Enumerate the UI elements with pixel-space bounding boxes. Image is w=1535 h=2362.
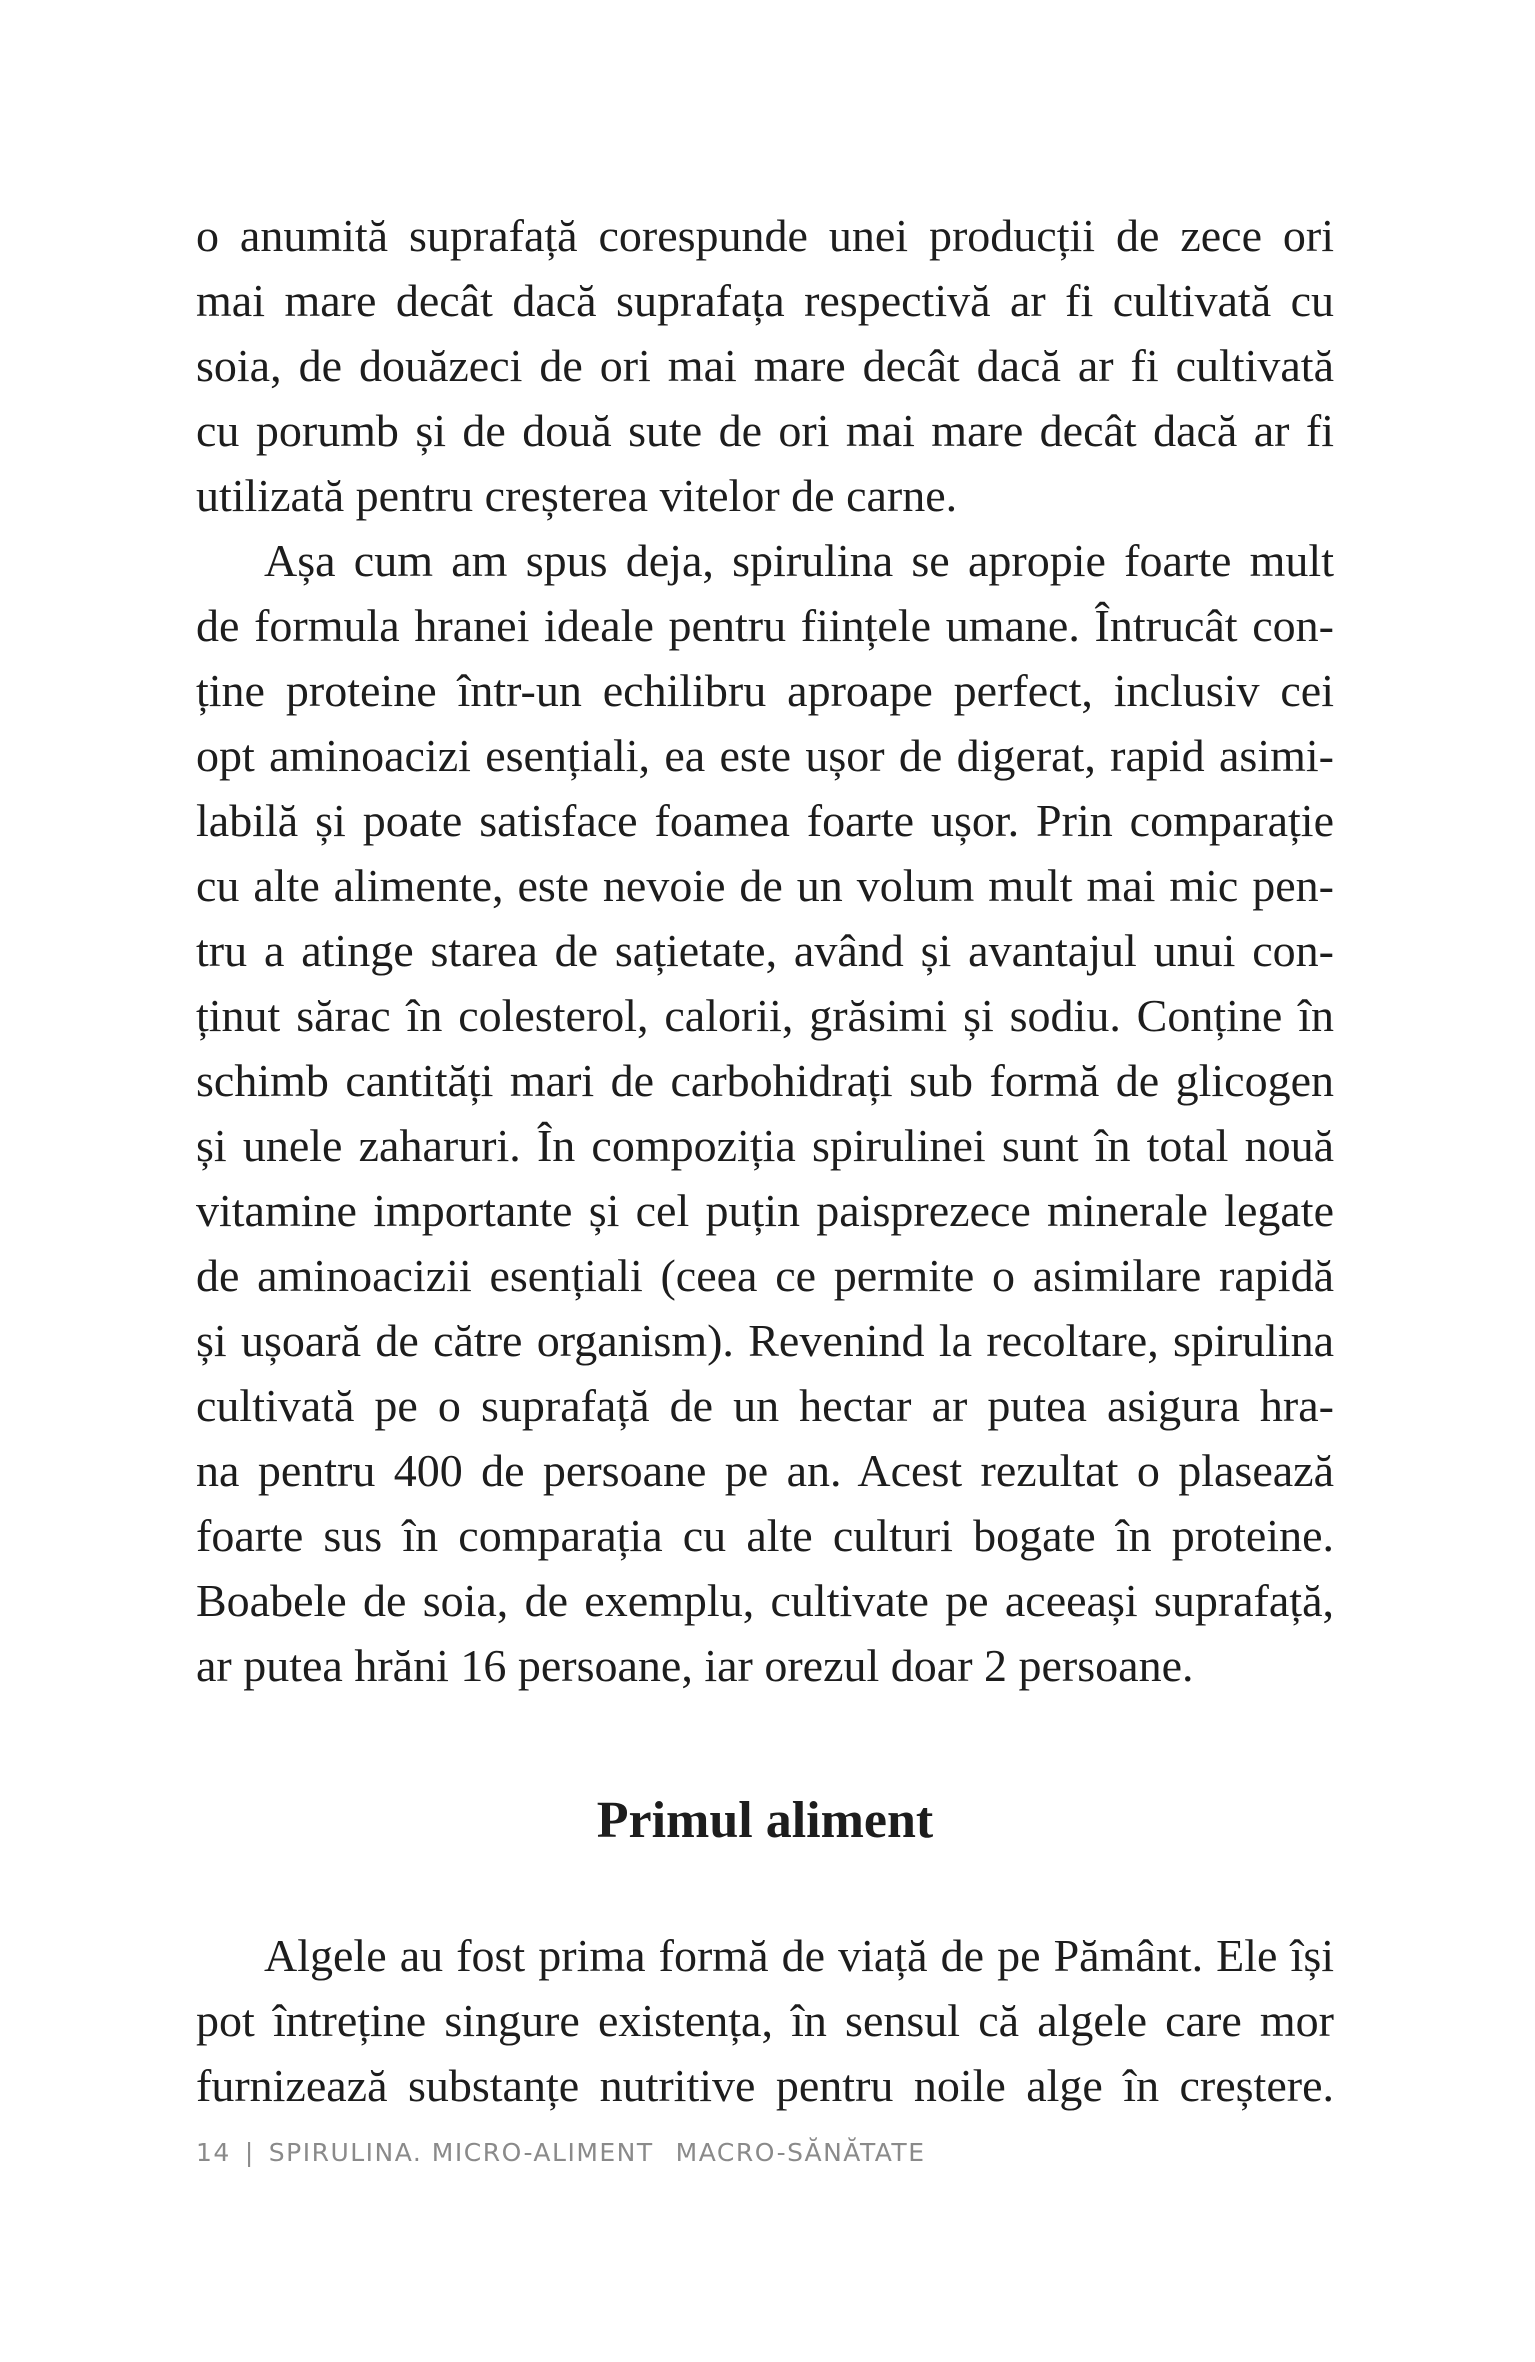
text-line: na pentru 400 de persoane pe an. Acest rezultat o plasează	[196, 1445, 1334, 1496]
text-line: ar putea hrăni 16 persoane, iar orezul doar 2 persoane.	[196, 1640, 1194, 1691]
section-heading: Primul aliment	[596, 1792, 934, 1849]
text-line: cultivată pe o suprafață de un hectar ar putea asigura hra-	[196, 1380, 1334, 1431]
page-footer	[196, 2138, 926, 2167]
page-number: 14	[196, 2138, 231, 2167]
text-line: și ușoară de către organism). Revenind la recoltare, spirulina	[196, 1315, 1334, 1366]
text-line: vitamine importante și cel puțin paisprezece minerale legate	[196, 1185, 1334, 1236]
text-line: tru a atinge starea de sațietate, având și avantajul unui con-	[196, 925, 1334, 976]
text-line: opt aminoacizi esențiali, ea este ușor de digerat, rapid asimi-	[196, 730, 1334, 781]
footer-separator: |	[244, 2138, 255, 2167]
paragraph-spirulina-nutrition	[196, 528, 1334, 1698]
text-line: de formula hranei ideale pentru ființele umane. Întrucât con-	[196, 600, 1334, 651]
book-title-part1: SPIRULINA. MICRO-ALIMENT	[268, 2138, 654, 2167]
text-line: pot întreține singure existența, în sensul că algele care mor	[196, 1995, 1334, 2046]
text-line: soia, de douăzeci de ori mai mare decât dacă ar fi cultivată	[196, 340, 1334, 391]
book-title-part2: MACRO-SĂNĂTATE	[675, 2138, 926, 2167]
text-line: foarte sus în comparația cu alte culturi bogate în proteine.	[196, 1510, 1334, 1561]
text-line: furnizează substanțe nutritive pentru noile alge în creștere.	[196, 2060, 1334, 2111]
text-line: labilă și poate satisface foamea foarte ușor. Prin comparație	[196, 795, 1334, 846]
text-line: Așa cum am spus deja, spirulina se apropie foarte mult	[264, 535, 1334, 586]
text-line: de aminoacizii esențiali (ceea ce permite o asimilare rapidă	[196, 1250, 1334, 1301]
text-line: schimb cantități mari de carbohidrați sub formă de glicogen	[196, 1055, 1334, 1106]
text-line: ținut sărac în colesterol, calorii, grăsimi și sodiu. Conține în	[196, 990, 1334, 1041]
text-line: cu alte alimente, este nevoie de un volum mult mai mic pen-	[196, 860, 1334, 911]
text-line: mai mare decât dacă suprafața respectivă ar fi cultivată cu	[196, 275, 1334, 326]
paragraph-continuation	[196, 203, 1334, 528]
text-line: cu porumb și de două sute de ori mai mare decât dacă ar fi	[196, 405, 1334, 456]
text-line: ține proteine într-un echilibru aproape perfect, inclusiv cei	[196, 665, 1334, 716]
text-line: utilizată pentru creșterea vitelor de carne.	[196, 470, 958, 521]
text-line: Algele au fost prima formă de viață de pe Pământ. Ele își	[264, 1930, 1334, 1981]
paragraph-algae	[196, 1923, 1334, 2118]
text-line: și unele zaharuri. În compoziția spirulinei sunt în total nouă	[196, 1120, 1334, 1171]
text-line: Boabele de soia, de exemplu, cultivate pe aceeași suprafață,	[196, 1575, 1334, 1626]
text-line: o anumită suprafață corespunde unei producții de zece ori	[196, 210, 1334, 261]
